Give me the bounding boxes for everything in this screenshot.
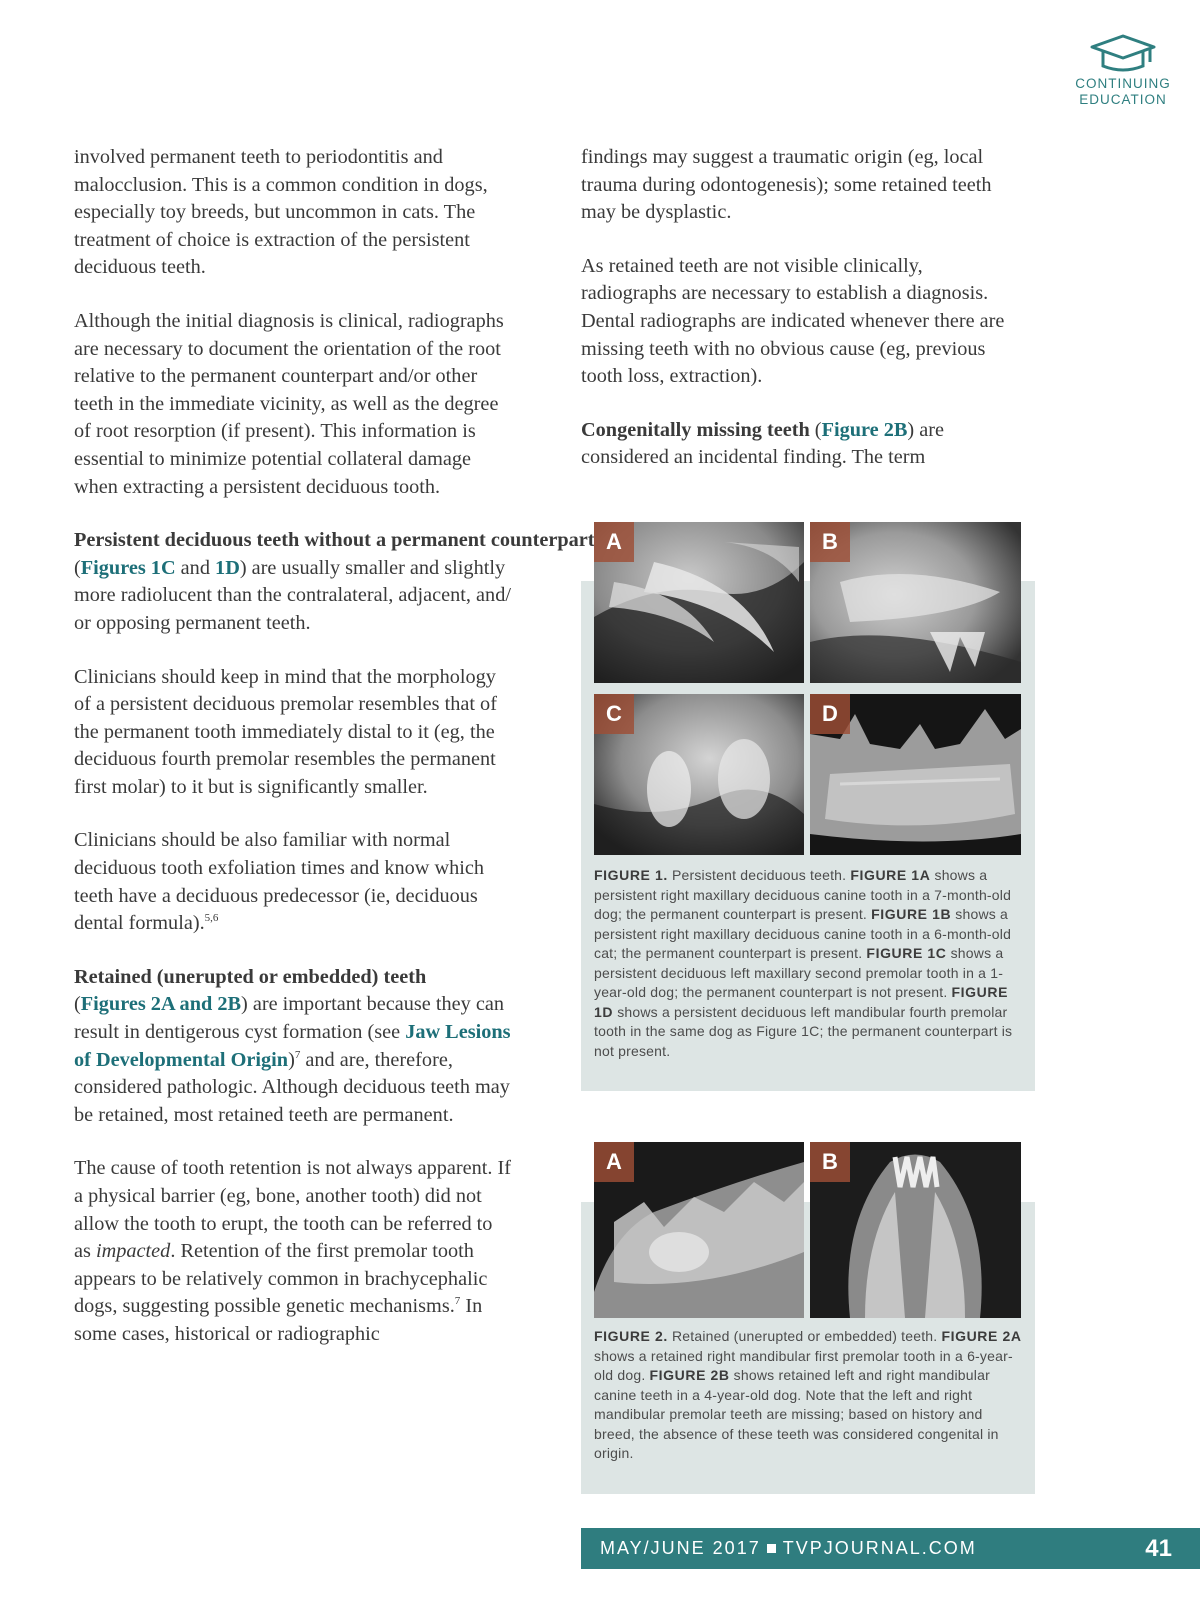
figure-1d-label: D	[810, 694, 850, 734]
left-column	[74, 144, 595, 1375]
footer-text	[600, 1528, 977, 1569]
figure-1c-radiograph	[594, 694, 804, 855]
text-span: . Retention of the first premolar tooth appears to be relatively common in brachycephalic dogs, suggesting possible genetic mechanisms.	[74, 1240, 488, 1318]
caption-bold: FIGURE 1D	[594, 984, 1009, 1020]
caption-text: shows a persistent deciduous left mandibular fourth premolar tooth in the same dog as Figure 1C; the permanent counterpart is not present.	[594, 1003, 1013, 1059]
text-span: In some cases, historical or radiographic	[74, 1295, 483, 1345]
figure-1d-radiograph	[810, 694, 1021, 855]
caption-bold: FIGURE 1B	[871, 906, 952, 922]
caption-text: shows a persistent right maxillary deciduous canine tooth in a 6-month-old cat; the permanent counterpart is present.	[594, 906, 1012, 961]
square-bullet-icon	[767, 1544, 776, 1553]
left-paragraph-1: involved permanent teeth to periodontitis and malocclusion. This is a common condition in dogs, especially toy breeds, but uncommon in cats. The treatment of choice is extraction of the persistent deciduous teeth.	[74, 146, 488, 279]
figure-2-caption	[594, 1327, 1026, 1464]
continuing-education-badge	[1063, 32, 1183, 108]
footer-issue: MAY/JUNE 2017	[600, 1538, 761, 1558]
figure-2a-label: A	[594, 1142, 634, 1182]
caption-text: Persistent deciduous teeth.	[667, 867, 851, 883]
caption-text: shows retained left and right mandibular canine teeth in a 4-year-old dog. Note that the left and right mandibular premolar teeth are missing; based on history and breed, the absence of these teeth was considered congenital in origin.	[594, 1367, 999, 1461]
figure-2a-radiograph	[594, 1142, 804, 1318]
badge-line-2: EDUCATION	[1079, 92, 1167, 107]
text-span: (	[74, 993, 81, 1016]
text-span: ) are considered an incidental finding. The term	[581, 418, 944, 469]
figure-1a-radiograph	[594, 522, 804, 683]
figure-1b-radiograph	[810, 522, 1021, 683]
caption-bold: FIGURE 2B	[649, 1367, 730, 1383]
footer-bar	[581, 1528, 1200, 1569]
figure-1a-label: A	[594, 522, 634, 562]
figure-1c-label: C	[594, 694, 634, 734]
text-span: ) are usually smaller and slightly more radiolucent than the contralateral, adjacent, and/ or opposing permanent teeth.	[74, 556, 511, 634]
caption-bold: FIGURE 1.	[594, 867, 668, 883]
caption-text: Retained (unerupted or embedded) teeth.	[667, 1328, 942, 1344]
caption-text: shows a persistent deciduous left maxillary second premolar tooth in a 1-year-old dog; the permanent counterpart is not present.	[594, 945, 1004, 1000]
caption-bold: FIGURE 1C	[866, 945, 947, 961]
citation-superscript: 7	[454, 1295, 461, 1308]
left-paragraph-4: Clinicians should keep in mind that the morphology of a persistent deciduous premolar resembles that of the permanent tooth immediately distal to it (eg, the deciduous fourth premolar resembles the permanent first molar) to it but is significantly smaller.	[74, 665, 497, 798]
text-span: The cause of tooth retention is not always apparent. If a physical barrier (eg, bone, another tooth) did not allow the tooth to erupt, the tooth can be referred to as	[74, 1157, 512, 1263]
citation-superscript: 5,6	[204, 912, 219, 925]
text-span: (	[74, 556, 81, 579]
right-column	[581, 144, 1021, 498]
subheading-no-permanent-counterpart: Persistent deciduous teeth without a permanent counterpart	[74, 529, 595, 552]
text-span: )	[288, 1048, 295, 1071]
badge-line-1: CONTINUING	[1075, 76, 1171, 91]
page-number: 41	[1145, 1535, 1172, 1562]
caption-bold: FIGURE 1A	[850, 867, 931, 883]
caption-bold: FIGURE 2A	[941, 1328, 1022, 1344]
figure-1-caption	[594, 866, 1026, 1061]
left-paragraph-2: Although the initial diagnosis is clinical, radiographs are necessary to document the orientation of the root relative to the permanent counterpart and/or other teeth in the immediate vicinity, as well as the degree of root resorption (if present). This information is essential to minimize potential collateral damage when extracting a persistent deciduous tooth.	[74, 309, 504, 498]
left-paragraph-6	[74, 964, 514, 1130]
link-jaw-lesions[interactable]: Jaw Lesions of Developmental Origin	[74, 1021, 511, 1071]
figure-2b-label: B	[810, 1142, 850, 1182]
text-span: (	[809, 418, 822, 441]
link-figure-1d[interactable]: 1D	[215, 556, 240, 579]
link-figure-2b[interactable]: Figure 2B	[821, 418, 908, 441]
right-paragraph-1: findings may suggest a traumatic origin (eg, local trauma during odontogenesis); some retained teeth may be dysplastic.	[581, 146, 992, 224]
text-span: and are, therefore, considered pathologic. Although deciduous teeth may be retained, most retained teeth are permanent.	[74, 1048, 510, 1126]
left-paragraph-5	[74, 827, 514, 937]
citation-superscript: 7	[294, 1048, 301, 1061]
left-paragraph-3	[74, 527, 595, 637]
graduation-cap-icon	[1088, 32, 1158, 76]
right-paragraph-2: As retained teeth are not visible clinically, radiographs are necessary to establish a diagnosis. Dental radiographs are indicated whenever there are missing teeth with no obvious cause (eg, previous tooth loss, extraction).	[581, 254, 1005, 388]
subheading-congenitally-missing: Congenitally missing teeth	[581, 418, 810, 441]
footer-website: TVPJOURNAL.COM	[782, 1538, 977, 1558]
italic-term-impacted: impacted	[95, 1240, 171, 1263]
link-figures-1c[interactable]: Figures 1C	[80, 556, 176, 579]
text-span: ) are important because they can result in dentigerous cyst formation (see	[74, 993, 504, 1044]
text-span: Clinicians should be also familiar with normal deciduous tooth exfoliation times and know which teeth have a deciduous predecessor (ie, deciduous dental formula).	[74, 829, 485, 935]
caption-text: shows a persistent right maxillary deciduous canine tooth in a 7-month-old dog; the permanent counterpart is present.	[594, 867, 1012, 922]
figure-1b-label: B	[810, 522, 850, 562]
text-span: and	[175, 556, 216, 579]
link-figures-2a-2b[interactable]: Figures 2A and 2B	[80, 993, 241, 1016]
left-paragraph-7	[74, 1155, 514, 1348]
figure-2b-radiograph	[810, 1142, 1021, 1318]
caption-bold: FIGURE 2.	[594, 1328, 668, 1344]
caption-text: shows a retained right mandibular first premolar tooth in a 6-year-old dog.	[594, 1347, 1013, 1383]
subheading-retained-teeth: Retained (unerupted or embedded) teeth	[74, 965, 427, 988]
right-paragraph-3	[581, 417, 1021, 472]
